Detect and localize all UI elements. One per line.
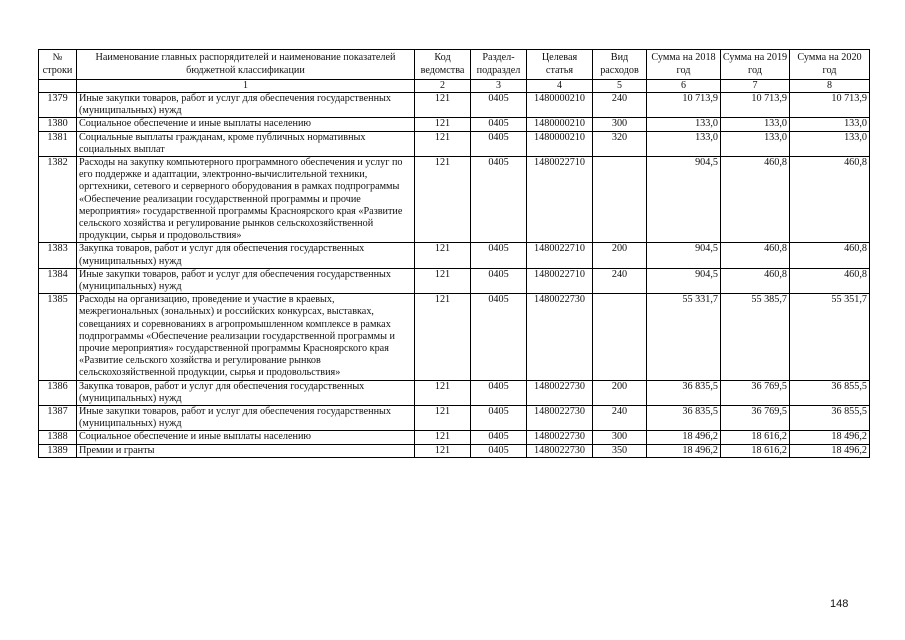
row-name-cell: Иные закупки товаров, работ и услуг для обеспечения государственных (муниципальных) нужд: [77, 93, 415, 118]
department-code-cell: 121: [415, 243, 471, 268]
section-cell: 0405: [471, 406, 527, 431]
target-item-cell: 1480022730: [527, 444, 593, 457]
header-number-cell: [39, 80, 77, 93]
sum-2018-cell: 133,0: [647, 131, 721, 156]
header-section: Раздел-подраздел: [471, 50, 527, 80]
header-number-cell: 5: [593, 80, 647, 93]
section-cell: 0405: [471, 294, 527, 380]
department-code-cell: 121: [415, 118, 471, 131]
department-code-cell: 121: [415, 444, 471, 457]
section-cell: 0405: [471, 268, 527, 293]
page-number: 148: [830, 598, 849, 610]
header-department-code: Код ведомства: [415, 50, 471, 80]
sum-2019-cell: 460,8: [721, 243, 790, 268]
section-cell: 0405: [471, 131, 527, 156]
header-number-cell: 3: [471, 80, 527, 93]
table-row: [39, 93, 870, 118]
row-number-cell: 1389: [39, 444, 77, 457]
sum-2019-cell: 133,0: [721, 118, 790, 131]
sum-2020-cell: 36 855,5: [790, 380, 870, 405]
sum-2018-cell: 18 496,2: [647, 431, 721, 444]
expense-kind-cell: [593, 294, 647, 380]
row-name-cell: Социальное обеспечение и иные выплаты населению: [77, 431, 415, 444]
department-code-cell: 121: [415, 406, 471, 431]
section-cell: 0405: [471, 93, 527, 118]
expense-kind-cell: 320: [593, 131, 647, 156]
row-number-cell: 1387: [39, 406, 77, 431]
table-row: [39, 118, 870, 131]
section-cell: 0405: [471, 118, 527, 131]
expense-kind-cell: 240: [593, 406, 647, 431]
row-name-cell: Премии и гранты: [77, 444, 415, 457]
expense-kind-cell: 300: [593, 431, 647, 444]
target-item-cell: 1480022730: [527, 380, 593, 405]
header-expense-kind: Вид расходов: [593, 50, 647, 80]
sum-2019-cell: 10 713,9: [721, 93, 790, 118]
sum-2018-cell: 18 496,2: [647, 444, 721, 457]
expense-kind-cell: 300: [593, 118, 647, 131]
sum-2019-cell: 460,8: [721, 157, 790, 243]
sum-2018-cell: 10 713,9: [647, 93, 721, 118]
table-header: [39, 50, 870, 93]
header-sum-2020: Сумма на 2020 год: [790, 50, 870, 80]
budget-table: [38, 49, 870, 458]
table-row: [39, 380, 870, 405]
expense-kind-cell: 200: [593, 380, 647, 405]
department-code-cell: 121: [415, 157, 471, 243]
table-row: [39, 294, 870, 380]
target-item-cell: 1480022730: [527, 294, 593, 380]
header-number-cell: 8: [790, 80, 870, 93]
header-number-cell: 1: [77, 80, 415, 93]
expense-kind-cell: 200: [593, 243, 647, 268]
target-item-cell: 1480000210: [527, 118, 593, 131]
table-body: [39, 93, 870, 458]
row-name-cell: Иные закупки товаров, работ и услуг для обеспечения государственных (муниципальных) нужд: [77, 406, 415, 431]
sum-2018-cell: 133,0: [647, 118, 721, 131]
sum-2020-cell: 460,8: [790, 157, 870, 243]
department-code-cell: 121: [415, 431, 471, 444]
section-cell: 0405: [471, 243, 527, 268]
sum-2020-cell: 133,0: [790, 118, 870, 131]
expense-kind-cell: 240: [593, 268, 647, 293]
row-name-cell: Закупка товаров, работ и услуг для обеспечения государственных (муниципальных) нужд: [77, 380, 415, 405]
target-item-cell: 1480000210: [527, 131, 593, 156]
department-code-cell: 121: [415, 268, 471, 293]
header-number-cell: 6: [647, 80, 721, 93]
table-row: [39, 243, 870, 268]
header-name: Наименование главных распорядителей и наименование показателей бюджетной классификации: [77, 50, 415, 80]
sum-2018-cell: 904,5: [647, 157, 721, 243]
header-number-cell: 4: [527, 80, 593, 93]
sum-2020-cell: 18 496,2: [790, 444, 870, 457]
row-name-cell: Социальное обеспечение и иные выплаты населению: [77, 118, 415, 131]
header-number-row: [39, 80, 870, 93]
row-name-cell: Иные закупки товаров, работ и услуг для обеспечения государственных (муниципальных) нужд: [77, 268, 415, 293]
row-name-cell: Закупка товаров, работ и услуг для обеспечения государственных (муниципальных) нужд: [77, 243, 415, 268]
section-cell: 0405: [471, 380, 527, 405]
expense-kind-cell: 350: [593, 444, 647, 457]
target-item-cell: 1480022710: [527, 243, 593, 268]
target-item-cell: 1480022710: [527, 268, 593, 293]
table-row: [39, 406, 870, 431]
department-code-cell: 121: [415, 131, 471, 156]
department-code-cell: 121: [415, 294, 471, 380]
section-cell: 0405: [471, 444, 527, 457]
header-target-item: Целевая статья: [527, 50, 593, 80]
row-number-cell: 1383: [39, 243, 77, 268]
sum-2019-cell: 133,0: [721, 131, 790, 156]
expense-kind-cell: 240: [593, 93, 647, 118]
table-row: [39, 268, 870, 293]
sum-2020-cell: 55 351,7: [790, 294, 870, 380]
row-number-cell: 1379: [39, 93, 77, 118]
sum-2019-cell: 55 385,7: [721, 294, 790, 380]
table-row: [39, 157, 870, 243]
department-code-cell: 121: [415, 380, 471, 405]
target-item-cell: 1480022730: [527, 406, 593, 431]
department-code-cell: 121: [415, 93, 471, 118]
header-row-number: № строки: [39, 50, 77, 80]
row-name-cell: Расходы на закупку компьютерного программного обеспечения и услуг по его поддержке и адаптации, электронно-вычислительной техники, оргтехники, сетевого и серверного оборудования в рамках подпрограммы «Обеспечение реализации государственной программы и прочие мероприятия» государственной программы Красноярского края «Развитие сельского хозяйства и регулирование рынков сельскохозяйственной продукции, сырья и продовольствия»: [77, 157, 415, 243]
sum-2020-cell: 18 496,2: [790, 431, 870, 444]
sum-2018-cell: 904,5: [647, 268, 721, 293]
row-name-cell: Расходы на организацию, проведение и участие в краевых, межрегиональных (зональных) и российских конкурсах, выставках, совещаниях и соревнованиях в агропромышленном комплексе в рамках подпрограммы «Обеспечение реализации государственной программы и прочие мероприятия» государственной программы Красноярского края «Развитие сельского хозяйства и регулирование рынков сельскохозяйственной продукции, сырья и продовольствия»: [77, 294, 415, 380]
sum-2019-cell: 460,8: [721, 268, 790, 293]
header-sum-2018: Сумма на 2018 год: [647, 50, 721, 80]
sum-2018-cell: 36 835,5: [647, 380, 721, 405]
table-row: [39, 431, 870, 444]
row-number-cell: 1384: [39, 268, 77, 293]
sum-2020-cell: 10 713,9: [790, 93, 870, 118]
header-sum-2019: Сумма на 2019 год: [721, 50, 790, 80]
sum-2020-cell: 460,8: [790, 243, 870, 268]
row-number-cell: 1381: [39, 131, 77, 156]
sum-2019-cell: 18 616,2: [721, 431, 790, 444]
row-number-cell: 1385: [39, 294, 77, 380]
row-number-cell: 1388: [39, 431, 77, 444]
section-cell: 0405: [471, 157, 527, 243]
row-number-cell: 1382: [39, 157, 77, 243]
section-cell: 0405: [471, 431, 527, 444]
expense-kind-cell: [593, 157, 647, 243]
sum-2020-cell: 133,0: [790, 131, 870, 156]
sum-2019-cell: 36 769,5: [721, 380, 790, 405]
target-item-cell: 1480022710: [527, 157, 593, 243]
target-item-cell: 1480022730: [527, 431, 593, 444]
table-row: [39, 444, 870, 457]
sum-2019-cell: 18 616,2: [721, 444, 790, 457]
target-item-cell: 1480000210: [527, 93, 593, 118]
row-number-cell: 1380: [39, 118, 77, 131]
row-name-cell: Социальные выплаты гражданам, кроме публичных нормативных социальных выплат: [77, 131, 415, 156]
sum-2020-cell: 36 855,5: [790, 406, 870, 431]
sum-2018-cell: 904,5: [647, 243, 721, 268]
table-row: [39, 131, 870, 156]
sum-2020-cell: 460,8: [790, 268, 870, 293]
header-number-cell: 2: [415, 80, 471, 93]
sum-2018-cell: 55 331,7: [647, 294, 721, 380]
sum-2019-cell: 36 769,5: [721, 406, 790, 431]
row-number-cell: 1386: [39, 380, 77, 405]
sum-2018-cell: 36 835,5: [647, 406, 721, 431]
header-number-cell: 7: [721, 80, 790, 93]
